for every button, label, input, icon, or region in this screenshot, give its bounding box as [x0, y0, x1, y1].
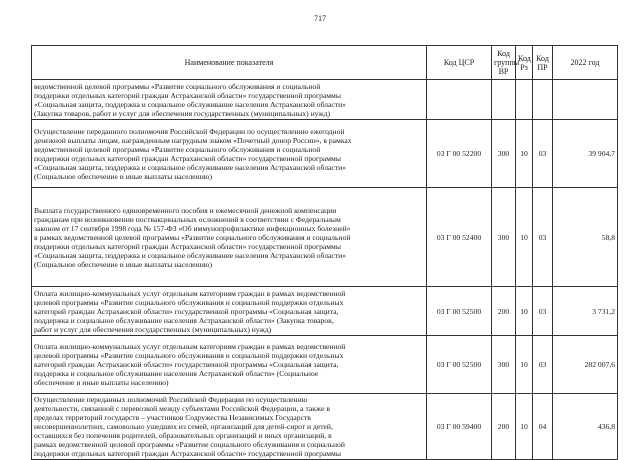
- row-name-line: в рамках ведомственной целевой программы «Развитие социального обслуживания и социальной: [34, 232, 351, 242]
- row-name-line: категорий граждан Астраханской области» государственной программы «Социальная защита,: [34, 360, 339, 369]
- row-name-line: несовершеннолетних, самовольно ушедших из семей, организаций для детей-сирот и детей,: [34, 422, 333, 431]
- row-vr: [492, 80, 516, 120]
- row-rz: [516, 80, 533, 120]
- budget-table: [31, 45, 618, 460]
- row-rz: 10: [516, 188, 533, 287]
- row-name: [32, 120, 427, 188]
- row-name: [32, 80, 427, 120]
- table-row: [32, 336, 618, 394]
- row-name-line: поддержки отдельных категорий граждан Астраханской области» государственной программы: [34, 241, 341, 251]
- header-vr: Код группы ВР: [492, 46, 516, 80]
- row-name-line: целевой программы «Развитие социального обслуживания и социальной поддержки отдельных: [34, 297, 344, 307]
- row-name-line: ведомственной целевой программы «Развитие социального обслуживания и социальной: [34, 81, 321, 91]
- header-rz: Код Рз: [516, 46, 533, 80]
- header-name: Наименование показателя: [32, 46, 427, 80]
- row-name: [32, 394, 427, 460]
- row-amount: 436,8: [553, 394, 618, 460]
- header-pr: Код ПР: [533, 46, 553, 80]
- row-name-line: законом от 17 сентября 1998 года № 157-ФЗ «Об иммунопрофилактике инфекционных болезней»: [34, 223, 351, 233]
- row-name-line: рамках ведомственной целевой программы «Развитие социального обслуживания и социальной: [34, 440, 345, 449]
- row-rz: 10: [516, 120, 533, 188]
- row-amount: [553, 80, 618, 120]
- row-name-line: поддержки отдельных категорий граждан Астраханской области» государственной программы: [34, 449, 341, 458]
- row-amount: 39 904,7: [553, 120, 618, 188]
- row-name-line: поддержка и социальное обслуживание населения Астраханской области» (Закупка товаров,: [34, 315, 334, 325]
- row-name-line: категорий граждан Астраханской области» государственной программы «Социальная защита,: [34, 306, 339, 316]
- row-name-line: целевой программы «Развитие социального обслуживания и социальной поддержки отдельных: [34, 351, 344, 360]
- row-name-line: денежной выплаты лицам, награжденным нагрудным знаком «Почетный донор России», в рамках: [34, 135, 352, 145]
- row-rz: 10: [516, 336, 533, 394]
- row-vr: 200: [492, 287, 516, 336]
- row-name-line: «Социальная защита, поддержка и социальное обслуживание населения Астраханской области»: [34, 250, 346, 260]
- row-name-line: Осуществление переданных полномочий Российской Федерации по осуществлению: [34, 395, 308, 404]
- page-number: 717: [314, 14, 326, 23]
- row-vr: 300: [492, 336, 516, 394]
- table-row: [32, 80, 618, 120]
- row-vr: 200: [492, 394, 516, 460]
- row-name-line: (Закупка товаров, работ и услуг для обеспечения государственных (муниципальных) нужд): [34, 108, 330, 118]
- row-name-line: оставшихся без попечения родителей, образовательных организаций и иных организаций, в: [34, 431, 332, 440]
- row-name-line: деятельности, связанной с перевозкой между субъектами Российской Федерации, а также в: [34, 404, 330, 413]
- row-name-line: Осуществление переданного полномочия Российской Федерации по осуществлению ежегодной: [34, 126, 345, 136]
- row-csr: 03 Г 00 52500: [427, 336, 492, 394]
- row-name-line: ведомственной целевой программы «Развитие социального обслуживания и социальной: [34, 144, 321, 154]
- row-pr: 03: [533, 188, 553, 287]
- row-amount: 282 007,6: [553, 336, 618, 394]
- row-amount: 58,8: [553, 188, 618, 287]
- row-name-line: (Социальное обеспечение и иные выплаты населению): [34, 171, 213, 181]
- row-pr: 03: [533, 287, 553, 336]
- header-csr: Код ЦСР: [427, 46, 492, 80]
- row-pr: [533, 80, 553, 120]
- row-name-line: «Социальная защита, поддержка и социальное обслуживание населения Астраханской области»: [34, 99, 346, 109]
- table-row: [32, 120, 618, 188]
- row-vr: 300: [492, 120, 516, 188]
- row-name-line: Выплата государственного единовременного пособия и ежемесячной денежной компенсации: [34, 205, 337, 215]
- row-name-line: работ и услуг для обеспечения государственных (муниципальных) нужд): [34, 324, 272, 334]
- row-name-line: поддержки отдельных категорий граждан Астраханской области» государственной программы: [34, 90, 341, 100]
- row-name-line: (Социальное обеспечение и иные выплаты населению): [34, 259, 213, 269]
- row-pr: 04: [533, 394, 553, 460]
- row-csr: 03 Г 00 52400: [427, 188, 492, 287]
- header-year: 2022 год: [553, 46, 618, 80]
- row-name-line: поддержка и социальное обслуживание населения Астраханской области» (Социальное: [34, 369, 319, 378]
- row-pr: 03: [533, 120, 553, 188]
- table-row: [32, 394, 618, 460]
- row-rz: 10: [516, 394, 533, 460]
- row-name-line: «Социальная защита, поддержка и социальное обслуживание населения Астраханской области»: [34, 162, 346, 172]
- table-row: [32, 188, 618, 287]
- row-csr: 03 Г 00 52500: [427, 287, 492, 336]
- header-row: [32, 46, 618, 80]
- row-csr: 03 Г 00 59400: [427, 394, 492, 460]
- row-csr: [427, 80, 492, 120]
- row-vr: 300: [492, 188, 516, 287]
- row-name: [32, 188, 427, 287]
- row-name-line: обеспечение и иные выплаты населению): [34, 378, 169, 387]
- row-name: [32, 287, 427, 336]
- table-row: [32, 287, 618, 336]
- row-pr: 03: [533, 336, 553, 394]
- row-amount: 3 731,2: [553, 287, 618, 336]
- row-name: [32, 336, 427, 394]
- row-csr: 03 Г 00 52200: [427, 120, 492, 188]
- row-rz: 10: [516, 287, 533, 336]
- row-name-line: гражданам при возникновении поствакцинальных осложнений в соответствии с Федеральным: [34, 214, 341, 224]
- row-name-line: пределах территорий государств – участников Содружества Независимых Государств: [34, 413, 311, 422]
- row-name-line: поддержки отдельных категорий граждан Астраханской области» государственной программы: [34, 153, 341, 163]
- row-name-line: Оплата жилищно-коммунальных услуг отдельным категориям граждан в рамках ведомственной: [34, 342, 346, 351]
- row-name-line: Оплата жилищно-коммунальных услуг отдельным категориям граждан в рамках ведомственной: [34, 288, 346, 298]
